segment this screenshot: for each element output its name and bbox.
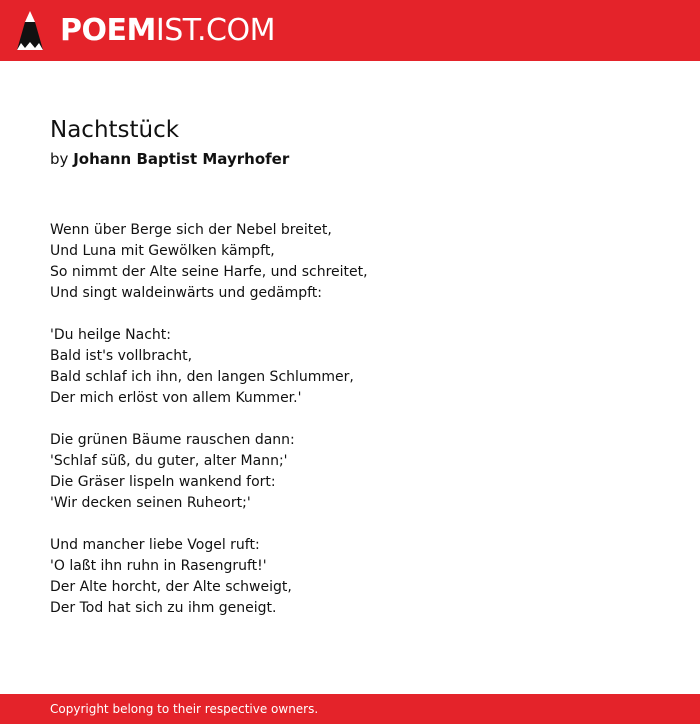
logo-text-bold: POEM [60,13,156,48]
site-header [0,0,700,61]
poem-line: Wenn über Berge sich der Nebel breitet, [50,222,332,238]
site-footer [0,694,700,724]
site-logo-link[interactable] [16,9,275,53]
byline-prefix: by [50,150,69,168]
poem-line: Und singt waldeinwärts und gedämpft: [50,285,323,301]
poem-line: Und mancher liebe Vogel ruft: [50,537,260,553]
stanza [50,220,650,304]
poem-line: 'Schlaf süß, du guter, alter Mann;' [50,453,288,469]
site-logo-text [60,9,275,53]
stanza [50,430,650,514]
poem-line: 'Wir decken seinen Ruheort;' [50,495,251,511]
author-name: Johann Baptist Mayrhofer [73,150,290,168]
stanza [50,535,650,619]
byline [50,149,650,169]
poem-title: Nachtstück [50,117,180,143]
poem-line: Bald ist's vollbracht, [50,348,193,364]
poem-line: Die Gräser lispeln wankend fort: [50,474,276,490]
logo-text-light: IST.COM [155,13,275,48]
poem-line: Der Alte horcht, der Alte schweigt, [50,579,292,595]
poem-line: 'Du heilge Nacht: [50,327,171,343]
copyright-text: Copyright belong to their respective owners. [50,702,319,716]
poem-line: Der Tod hat sich zu ihm geneigt. [50,600,277,616]
poem-line: 'O laßt ihn ruhn in Rasengruft!' [50,558,267,574]
poem-line: Und Luna mit Gewölken kämpft, [50,243,275,259]
poem-line: Der mich erlöst von allem Kummer.' [50,390,302,406]
poem-line: So nimmt der Alte seine Harfe, und schreitet, [50,264,368,280]
pencil-tip-icon [16,10,44,52]
poem-body [50,220,650,619]
stanza [50,325,650,409]
poem-line: Die grünen Bäume rauschen dann: [50,432,295,448]
poem-line: Bald schlaf ich ihn, den langen Schlummer, [50,369,354,385]
poem-article [50,110,650,640]
